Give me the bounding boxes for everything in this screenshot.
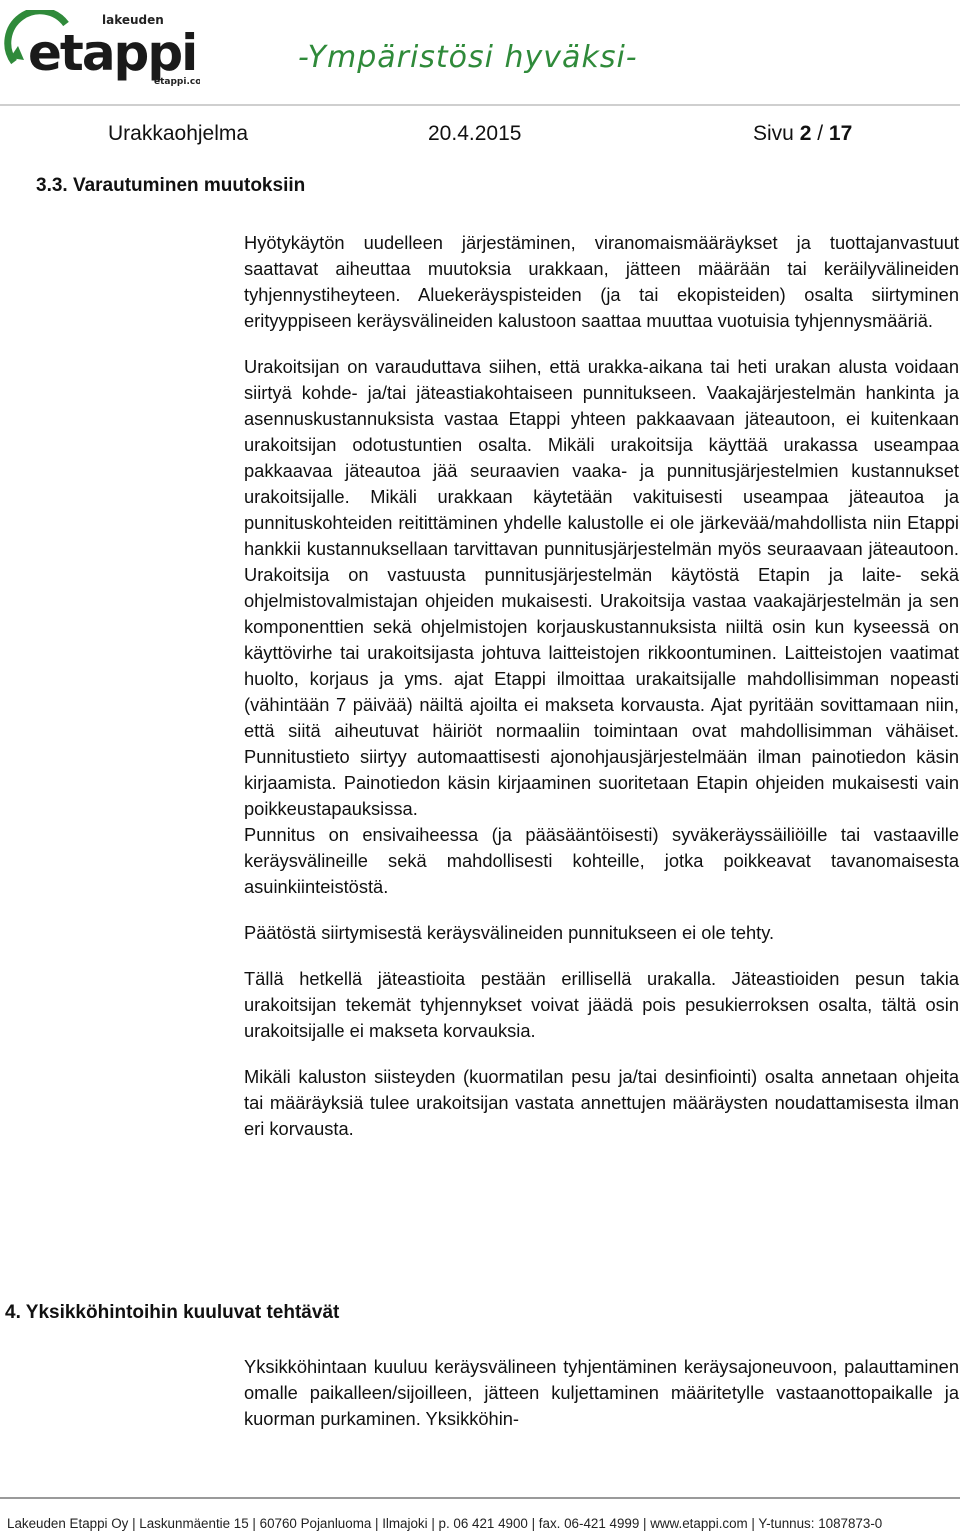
section-heading-4: 4. Yksikköhintoihin kuuluvat tehtävät	[5, 1302, 340, 1323]
paragraph: Hyötykäytön uudelleen järjestäminen, viranomaismääräykset ja tuottajanvastuut saattavat aiheuttaa muutoksia urakkaan, jätteen määrään tai keräilyvälineiden tyhjennystiheyteen. Aluekeräyspisteiden (ja tai ekopisteiden) osalta siirtyminen erityyppiseen keräysvälineiden kalustoon saattaa muuttaa vuotuisia tyhjennysmääriä.	[244, 232, 959, 331]
page-indicator	[753, 122, 852, 146]
section-3-3-body	[244, 230, 959, 1162]
section-4-body	[244, 1354, 959, 1452]
header-divider	[0, 104, 960, 106]
paragraph: Tällä hetkellä jäteastioita pestään erillisellä urakalla. Jäteastioiden pesun takia urakoitsijan tekemät tyhjennykset voivat jäädä pois pesukierroksen osalta, tältä osin urakoitsijalle ei makseta korvauksia.	[244, 968, 959, 1041]
document-title: Urakkaohjelma	[108, 122, 249, 145]
paragraph: Päätöstä siirtymisestä keräysvälineiden punnitukseen ei ole tehty.	[244, 922, 775, 943]
paragraph: Urakoitsijan on varauduttava siihen, että urakka-aikana tai heti urakan alusta voidaan siirtyä kohde- ja/tai jäteastiakohtaiseen punnitukseen. Vaakajärjestelmän hankinta ja asennuskustannuksista vastaa Etappi yhteen pakkaavaan jäteautoon, ei kuitenkaan urakoitsijan odotustuntien osalta. Mikäli urakoitsija käyttää urakassa useampaa pakkaavaa jäteautoa jää seuraavien vaaka- ja punnitusjärjestelmien kustannukset urakoitsijalle. Mikäli urakkaan käytetään vakituisesti useampaa jäteautoa ja punnituskohteiden reitittäminen yhdelle kalustolle ei ole järkevää/mahdollista niin Etappi hankkii kustannuksellaan tarvittavan punnitusjärjestelmän myös seuraavaan jäteautoon. Urakoitsija on vastuusta punnitusjärjestelmän käytöstä Etapin ja laite- sekä ohjelmistovalmistajan ohjeiden mukaisesti. Urakoitsija vastaa vaakajärjestelmän ja sen komponenttien sekä ohjelmistojen korjauskustannuksista niiltä osin kun kyseessä on käyttövirhe tai urakoitsijasta johtuva laitteistojen rikkoontuminen. Laitteistojen vaatimat huolto, korjaus ja yms. ajat Etappi ilmoittaa urakaitsijalle mahdollisimman nopeasti (vähintään 7 päivää) näiltä ajoilta ei makseta korvausta. Ajat pyritään sovittamaan niin, että siitä aiheutuvat häiriöt normaaliin toimintaan ovat mahdollisimman vähäiset. Punnitustieto siirtyy automaattisesti ajonohjausjärjestelmään ilman painotiedon käsin kirjaamista. Painotiedon käsin kirjaaminen suoritetaan Etapin ohjeiden mukaisesti vain poikkeustapauksissa. Punnitus on ensivaiheessa (ja pääsääntöisesti) syväkeräyssäiliöille tai vastaaville keräysvälineille sekä mahdollisesti kohteille, jotka poikkeavat tavanomaisesta asuinkiinteistöstä.	[244, 356, 959, 897]
etappi-logo-graphic	[4, 10, 200, 88]
logo-url-text: etappi.co	[154, 77, 200, 87]
footer-contact-info: Lakeuden Etappi Oy | Laskunmäentie 15 | 60760 Pojanluoma | Ilmajoki | p. 06 421 4900 | fax. 06-421 4999 | www.etappi.com | Y-tunnus: 1087873-0	[7, 1516, 883, 1531]
page-total: 17	[828, 122, 853, 145]
header-slogan: -Ympäristösi hyväksi-	[298, 40, 638, 75]
document-date: 20.4.2015	[428, 122, 522, 145]
page-separator: /	[811, 122, 829, 145]
logo-top-text: lakeuden	[102, 13, 164, 27]
footer-divider	[0, 1497, 960, 1499]
paragraph: Yksikköhintaan kuuluu keräysvälineen tyhjentäminen keräysajoneuvoon, palauttaminen omalle paikalleen/sijoilleen, jätteen kuljettaminen määritetylle vastaanottopaikalle ja kuorman purkaminen. Yksikköhin-	[244, 1356, 959, 1429]
page-current: 2	[799, 122, 812, 145]
paragraph: Mikäli kaluston siisteyden (kuormatilan pesu ja/tai desinfiointi) osalta annetaan ohjeita tai määräyksiä tulee urakoitsijan vastata annettujen määräysten noudattamisesta ilman eri korvausta.	[244, 1066, 959, 1139]
page-prefix: Sivu	[753, 122, 800, 145]
etappi-logo	[4, 10, 200, 88]
section-heading-3-3: 3.3. Varautuminen muutoksiin	[36, 175, 306, 196]
logo-main-text: etappi	[28, 24, 197, 82]
